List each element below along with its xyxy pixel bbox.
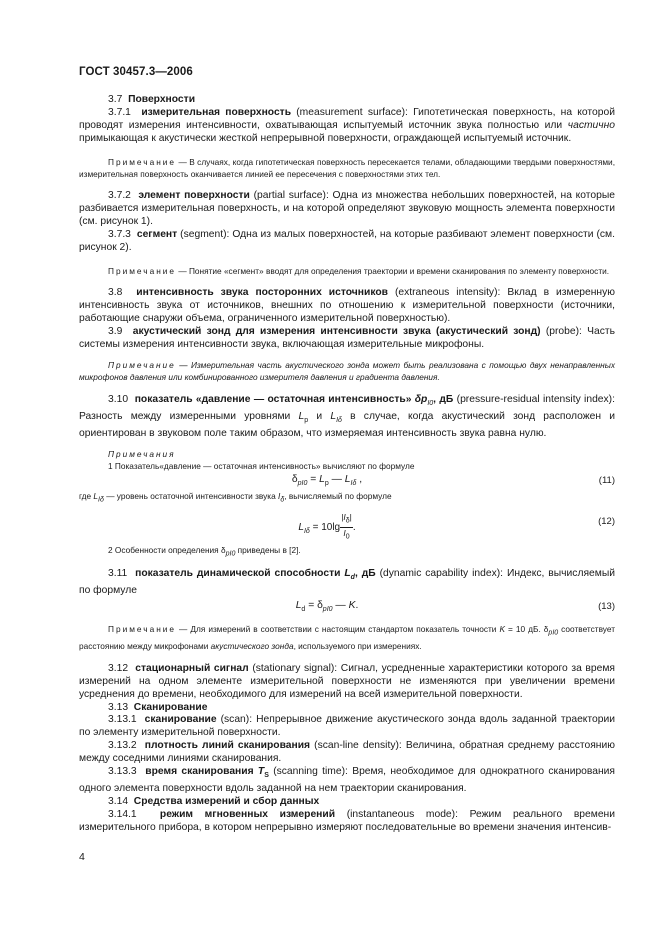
symbol-subscript: pI0: [548, 629, 559, 637]
operator: = δ: [305, 600, 323, 612]
definition-emphasis: частично: [567, 119, 615, 131]
section-number: 3.14.1: [108, 808, 137, 820]
section-number: 3.7.3: [108, 229, 131, 241]
symbol-subscript: pI0: [297, 480, 308, 488]
note-label: Примечание: [108, 359, 176, 370]
symbol-subscript: d: [350, 574, 355, 582]
note-label: Примечание: [108, 156, 177, 167]
symbol-subscript: δ: [345, 518, 350, 526]
term: плотность линий сканирования: [144, 740, 311, 752]
note-text: приведены в [2].: [235, 545, 301, 556]
operator: =: [307, 474, 320, 486]
section-3-7-3: [79, 229, 615, 255]
definition-text: Непрерывное движение акустического зонда вдоль заданной траектории по элементу измерительной поверхности.: [79, 714, 615, 739]
formula-where-clause: [79, 490, 615, 507]
term: сегмент: [136, 229, 178, 241]
term: стационарный сигнал: [135, 662, 249, 674]
definition-text: Время, необходимое для однократного сканирования одного элемента поверхности вдоль заданной на нем траектории сканирования.: [79, 766, 615, 794]
term-english: (measurement surface):: [296, 106, 408, 118]
section-number: 3.9: [108, 326, 123, 338]
symbol: T: [257, 766, 265, 778]
section-number: 3.7.2: [108, 190, 131, 202]
symbol: K: [499, 624, 506, 635]
note-text: — Для измерений в соответствии с настоящим стандартом показатель точности: [176, 624, 500, 635]
term: интенсивность звука посторонних источников: [136, 287, 388, 299]
section-3-10: [79, 394, 615, 441]
formula-number: (12): [598, 516, 615, 528]
formula-expression: [79, 600, 575, 613]
symbol-subscript: Iδ: [303, 528, 310, 536]
note-text: , используемого при измерениях.: [293, 641, 422, 652]
symbol: L: [93, 491, 99, 502]
note-text: соответствует расстоянию между микрофонами: [79, 624, 615, 652]
definition-text: Сигнал, усредненные характеристики которого за время измерений на одном элементе измерительной поверхности не изменяются при увеличении времени усреднения до времени, необходимого для измерений на всей измерительной поверхности.: [79, 662, 615, 700]
symbol: L: [298, 522, 304, 534]
symbol-subscript: S: [264, 772, 269, 780]
term-english: (scan):: [220, 714, 253, 726]
note-text: где: [79, 491, 94, 502]
section-3-13-2: [79, 740, 615, 766]
section-title: Средства измерений и сбор данных: [133, 795, 320, 807]
term-english: (scan-line density):: [314, 740, 402, 752]
notes-4-label: [79, 448, 615, 460]
note-text: = 10 дБ.: [505, 624, 544, 635]
punctuation: .: [355, 600, 359, 612]
definition-text: Вклад в измеренную интенсивность звука от источников, внешних по отношению к измерительной поверхности (источники, работающие снаружи объема, ограниченного измерительной поверхностью).: [79, 287, 615, 325]
term: время сканирования: [145, 766, 254, 778]
section-3-7-heading: [79, 94, 615, 107]
formula-12: [79, 507, 615, 541]
note-5: [79, 623, 615, 652]
section-3-14-1: [79, 809, 615, 835]
note-1: [79, 156, 615, 181]
term: акустический зонд для измерения интенсивности звука (акустический зонд): [132, 326, 541, 338]
operator: —: [332, 600, 349, 612]
fraction: [340, 512, 353, 542]
term-english: (scanning time):: [273, 766, 348, 778]
punctuation: ,: [356, 474, 363, 486]
symbol: L: [295, 600, 302, 612]
section-3-7-2: [79, 190, 615, 229]
section-number: 3.14: [108, 795, 129, 807]
definition-text: Индекс, вычисляемый по формуле: [79, 568, 615, 597]
symbol: I: [343, 528, 346, 539]
note-text: — Понятие «сегмент» вводят для определения траектории и времени сканирования по элементу поверхности.: [176, 265, 610, 276]
symbol-subscript: Iδ: [336, 416, 342, 424]
note-text: 2 Особенности определения: [108, 545, 221, 556]
symbol: δ: [291, 474, 298, 486]
fraction-numerator: [340, 512, 353, 528]
symbol-subscript: I0: [427, 399, 434, 407]
section-number: 3.13.2: [108, 740, 137, 752]
definition-text: в случае, когда акустический зонд расположен и ориентирован в звуковом поле таким образом, что измеряемая интенсивность звука равна нулю.: [79, 410, 615, 439]
symbol: δ: [220, 545, 226, 556]
symbol-subscript: pI0: [225, 551, 236, 559]
operator: = 10lg: [309, 522, 341, 534]
note-text: 1 Показатель«давление — остаточная интенсивность» вычисляют по формуле: [108, 460, 415, 471]
symbol: L: [330, 410, 337, 422]
page-content: [79, 94, 615, 835]
definition-text: Величина, обратная среднему расстоянию между соседними линиями сканирования.: [79, 740, 615, 765]
note-label: Примечания: [108, 448, 176, 459]
note-emphasis: акустического зонда: [210, 641, 294, 652]
section-3-11: [79, 568, 615, 598]
term-english: (extraneous intensity):: [394, 287, 501, 299]
formula-number: (11): [598, 475, 615, 487]
term-english: (stationary signal):: [252, 662, 338, 674]
section-3-7-1: [79, 107, 615, 146]
symbol: |I: [341, 512, 346, 523]
symbol-subscript: 0: [345, 533, 350, 541]
term-english: (pressure-residual intensity index):: [456, 393, 615, 405]
section-3-13-3: [79, 766, 615, 796]
note-3: [79, 359, 615, 384]
symbol: I: [278, 491, 281, 502]
formula-expression: [79, 512, 575, 542]
note-2: [79, 265, 615, 277]
section-number: 3.12: [108, 662, 129, 674]
unit: , дБ: [354, 568, 376, 580]
section-number: 3.11: [108, 568, 128, 580]
note-label: Примечание: [108, 624, 177, 635]
term-english: (probe):: [545, 326, 582, 338]
definition-text: Часть системы измерения интенсивности звука, включающая измерительные микрофоны.: [79, 326, 615, 350]
note-text: — В случаях, когда гипотетическая поверхность пересекается телами, обладающими твердыми поверхностями, измерительная поверхность оканчивается линией ее пересечения с поверхностями этих тел.: [79, 156, 615, 180]
term: сканирование: [144, 714, 217, 726]
definition-text: Гипотетическая поверхность, на которой проводят измерения интенсивности, охватывающая испытуемый источник звука полностью или: [79, 106, 615, 131]
symbol: δp: [414, 393, 428, 405]
fraction-denominator: [340, 528, 353, 543]
term-english: (partial surface):: [253, 190, 329, 202]
section-3-13-1: [79, 714, 615, 740]
term-english: (dynamic capability index):: [379, 568, 504, 580]
note-text: — Измерительная часть акустического зонда может быть реализована с помощью двух ненаправленных микрофонов давления или комбинированного измерителя давления и градиента давления.: [79, 359, 615, 383]
section-number: 3.8: [108, 287, 123, 299]
definition-text: и: [308, 410, 331, 422]
formula-number: (13): [598, 601, 615, 613]
term: режим мгновенных измерений: [159, 808, 336, 820]
term: измерительная поверхность: [141, 106, 292, 118]
symbol: L: [344, 474, 351, 486]
symbol-subscript: Iδ: [98, 497, 104, 504]
note-text: , вычисляемый по формуле: [284, 491, 392, 502]
symbol-subscript: δ: [280, 497, 285, 504]
section-number: 3.10: [108, 393, 129, 405]
operator: —: [328, 474, 345, 486]
formula-13: [79, 598, 615, 616]
definition-text: Разность между измеренными уровнями: [79, 410, 299, 422]
section-3-9: [79, 326, 615, 352]
symbol-subscript: Iδ: [350, 480, 357, 488]
symbol: L: [344, 568, 351, 580]
symbol: δ: [543, 624, 549, 635]
symbol: L: [298, 410, 305, 422]
unit: , дБ: [433, 393, 454, 405]
definition-text: Одна из множества небольших поверхностей, на которые разбивается измерительная поверхность, и на которой определяют звуковую мощность элемента поверхности (см. рисунок 1).: [79, 190, 615, 228]
section-title: Сканирование: [133, 701, 208, 713]
definition-text: примыкающая к акустически жесткой непрерывной поверхности, ограждающей испытуемый источник.: [79, 132, 572, 144]
symbol-subscript: d: [301, 606, 306, 614]
definition-text: Режим реального времени измерительного прибора, в котором непрерывно измеряют последовательные во времени значения интенсив-: [79, 808, 615, 833]
note-4-item-2: [79, 544, 615, 561]
section-number: 3.7.1: [108, 106, 131, 118]
note-label: Примечание: [108, 265, 177, 276]
symbol: K: [348, 600, 356, 612]
section-3-12: [79, 663, 615, 702]
term: элемент поверхности: [138, 190, 250, 202]
term: показатель «давление — остаточная интенсивность»: [134, 393, 412, 405]
symbol-subscript: p: [304, 416, 309, 424]
symbol-subscript: pI0: [322, 606, 333, 614]
formula-expression: [79, 474, 575, 487]
symbol-subscript: p: [324, 480, 329, 488]
note-4-item-1: [79, 460, 615, 472]
term-english: (instantaneous mode):: [346, 808, 458, 820]
section-3-8: [79, 287, 615, 326]
section-number: 3.13.3: [108, 766, 137, 778]
term-english: (segment):: [180, 229, 230, 241]
section-title: Поверхности: [128, 94, 196, 105]
symbol: L: [319, 474, 325, 486]
section-number: 3.13.1: [108, 714, 137, 726]
punctuation: .: [352, 522, 356, 534]
page-header: ГОСТ 30457.3—2006: [79, 66, 193, 78]
term: показатель динамической способности: [135, 568, 341, 580]
symbol: |: [349, 512, 352, 523]
page-number: 4: [79, 851, 85, 863]
section-number: 3.13: [108, 701, 129, 713]
note-text: — уровень остаточной интенсивности звука: [103, 491, 279, 502]
definition-text: Одна из малых поверхностей, на которые разбивают элемент поверхности (см. рисунок 2).: [79, 229, 615, 254]
formula-11: [79, 472, 615, 490]
section-3-13-heading: [79, 702, 615, 715]
section-number: 3.7: [108, 94, 123, 105]
section-3-14-heading: [79, 796, 615, 809]
